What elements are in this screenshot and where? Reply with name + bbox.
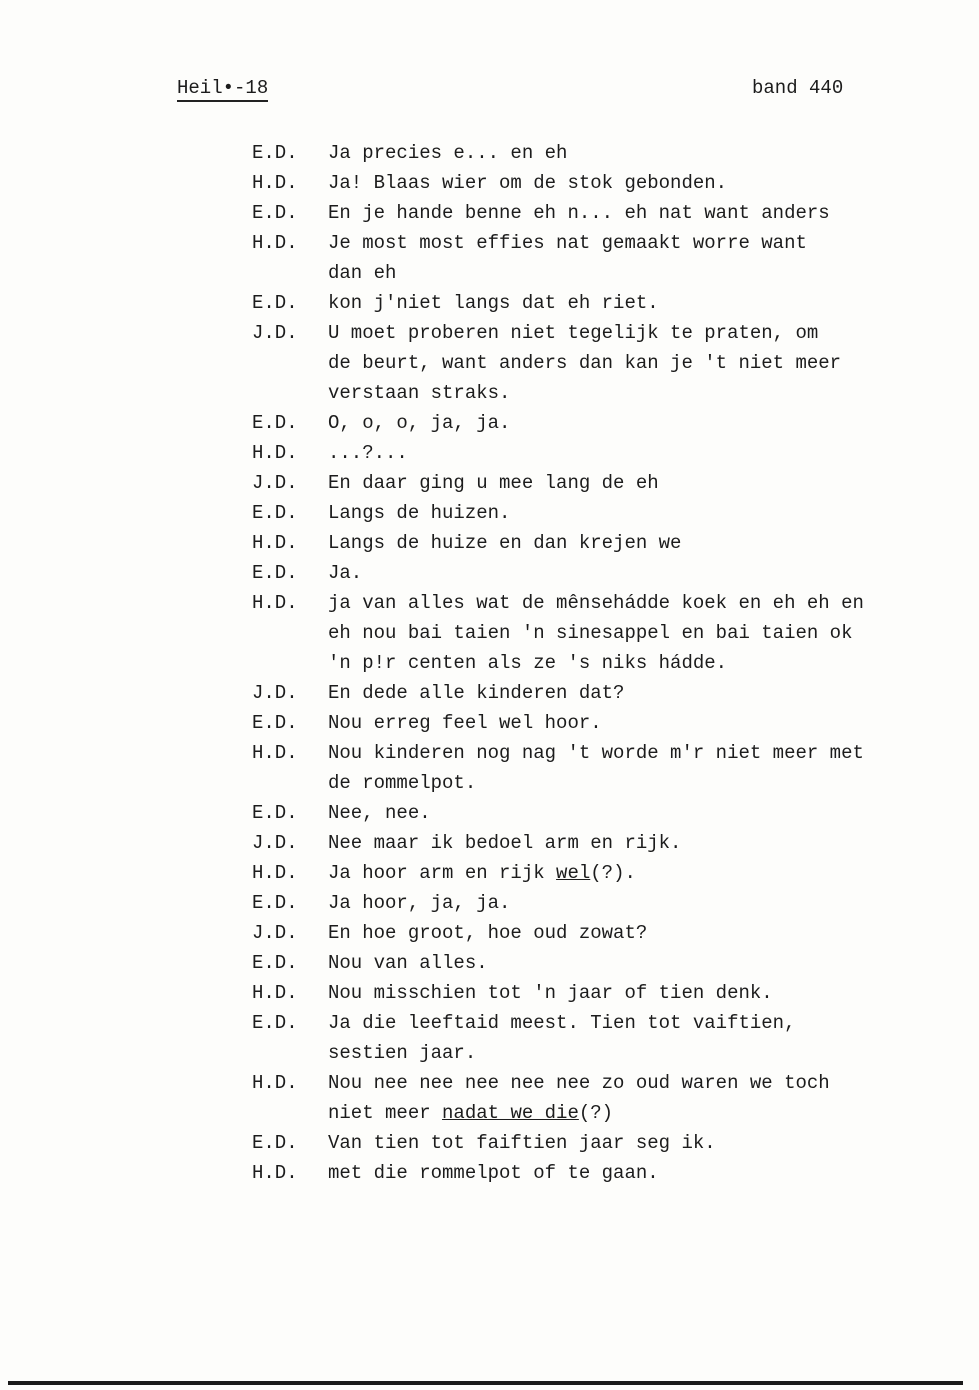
speaker-label: E.D. (252, 802, 298, 824)
utterance-line: met die rommelpot of te gaan. (328, 1162, 659, 1184)
utterance (328, 1068, 830, 1128)
page-id: Heil•-18 (177, 77, 268, 102)
speaker-label: H.D. (252, 592, 298, 614)
transcript-row (252, 828, 864, 858)
utterance (328, 468, 659, 498)
utterance (328, 198, 830, 228)
transcript-row (252, 798, 864, 828)
utterance-line: En hoe groot, hoe oud zowat? (328, 922, 648, 944)
utterance-line: de rommelpot. (328, 772, 477, 794)
transcript-row (252, 528, 864, 558)
utterance-line: 'n p!r centen als ze 's niks hádde. (328, 652, 728, 674)
utterance-line: verstaan straks. (328, 382, 511, 404)
utterance-line: Je most most effies nat gemaakt worre want (328, 232, 807, 254)
utterance (328, 408, 510, 438)
speaker-label: E.D. (252, 412, 298, 434)
utterance (328, 438, 408, 468)
speaker-label: J.D. (252, 682, 298, 704)
transcript-row (252, 168, 864, 198)
utterance-line: Nou erreg feel wel hoor. (328, 712, 602, 734)
utterance (328, 318, 841, 408)
speaker-label: H.D. (252, 232, 298, 254)
transcript-row (252, 498, 864, 528)
utterance-line: Ja die leeftaid meest. Tien tot vaiftien, (328, 1012, 796, 1034)
utterance-line: niet meer nadat we die(?) (328, 1102, 614, 1124)
utterance-line: Nou van alles. (328, 952, 488, 974)
transcript-row (252, 1008, 864, 1068)
utterance-line: Ja hoor arm en rijk wel(?). (328, 862, 636, 884)
transcript-row (252, 288, 864, 318)
transcript-row (252, 228, 864, 288)
transcript-row (252, 588, 864, 678)
utterance (328, 288, 659, 318)
utterance-line: Nou misschien tot 'n jaar of tien denk. (328, 982, 773, 1004)
utterance-line: Nou kinderen nog nag 't worde m'r niet meer met (328, 742, 864, 764)
transcript-row (252, 1068, 864, 1128)
utterance (328, 168, 727, 198)
speaker-label: J.D. (252, 832, 298, 854)
speaker-label: H.D. (252, 172, 298, 194)
utterance-line: Langs de huize en dan krejen we (328, 532, 682, 554)
speaker-label: E.D. (252, 562, 298, 584)
transcript-row (252, 558, 864, 588)
utterance-line: ...?... (328, 442, 408, 464)
utterance (328, 1158, 659, 1188)
utterance-line: ja van alles wat de mênsehádde koek en eh eh en (328, 592, 864, 614)
transcript-row (252, 858, 864, 888)
transcript-row (252, 198, 864, 228)
utterance-line: dan eh (328, 262, 397, 284)
transcript-row (252, 408, 864, 438)
utterance-line: En je hande benne eh n... eh nat want anders (328, 202, 830, 224)
speaker-label: E.D. (252, 502, 298, 524)
speaker-label: H.D. (252, 862, 298, 884)
utterance (328, 228, 807, 288)
transcript-row (252, 468, 864, 498)
speaker-label: E.D. (252, 1012, 298, 1034)
utterance-line: Ja. (328, 562, 363, 584)
transcript-row (252, 978, 864, 1008)
speaker-label: H.D. (252, 1162, 298, 1184)
speaker-label: E.D. (252, 292, 298, 314)
speaker-label: J.D. (252, 472, 298, 494)
speaker-label: J.D. (252, 322, 298, 344)
utterance (328, 1008, 795, 1068)
utterance (328, 798, 431, 828)
utterance-line: eh nou bai taien 'n sinesappel en bai taien ok (328, 622, 853, 644)
utterance (328, 678, 624, 708)
utterance-line: Ja! Blaas wier om de stok gebonden. (328, 172, 728, 194)
utterance (328, 978, 773, 1008)
speaker-label: H.D. (252, 742, 298, 764)
transcript-row (252, 1128, 864, 1158)
speaker-label: H.D. (252, 982, 298, 1004)
utterance (328, 558, 362, 588)
transcript-row (252, 318, 864, 408)
utterance (328, 738, 864, 798)
utterance-line: de beurt, want anders dan kan je 't niet meer (328, 352, 842, 374)
tape-label: band 440 (752, 77, 844, 99)
utterance-line: Ja precies e... en eh (328, 142, 568, 164)
utterance (328, 918, 647, 948)
utterance-line: Langs de huizen. (328, 502, 511, 524)
transcript (252, 138, 864, 1188)
utterance (328, 498, 510, 528)
transcript-row (252, 738, 864, 798)
transcript-row (252, 948, 864, 978)
utterance (328, 528, 681, 558)
utterance-line: O, o, o, ja, ja. (328, 412, 511, 434)
transcript-row (252, 918, 864, 948)
speaker-label: E.D. (252, 202, 298, 224)
speaker-label: H.D. (252, 1072, 298, 1094)
speaker-label: E.D. (252, 952, 298, 974)
utterance-line: Ja hoor, ja, ja. (328, 892, 511, 914)
utterance-line: Van tien tot faiftien jaar seg ik. (328, 1132, 716, 1154)
speaker-label: E.D. (252, 1132, 298, 1154)
transcript-row (252, 678, 864, 708)
utterance-line: Nee, nee. (328, 802, 431, 824)
utterance-line: U moet proberen niet tegelijk te praten, om (328, 322, 819, 344)
utterance-line: kon j'niet langs dat eh riet. (328, 292, 659, 314)
utterance-line: En daar ging u mee lang de eh (328, 472, 659, 494)
utterance (328, 888, 510, 918)
utterance (328, 1128, 716, 1158)
speaker-label: H.D. (252, 532, 298, 554)
utterance (328, 948, 488, 978)
transcript-row (252, 1158, 864, 1188)
speaker-label: E.D. (252, 892, 298, 914)
transcript-row (252, 708, 864, 738)
speaker-label: E.D. (252, 712, 298, 734)
utterance (328, 708, 602, 738)
transcript-row (252, 438, 864, 468)
utterance-line: En dede alle kinderen dat? (328, 682, 625, 704)
utterance-line: Nee maar ik bedoel arm en rijk. (328, 832, 682, 854)
transcript-row (252, 888, 864, 918)
speaker-label: H.D. (252, 442, 298, 464)
utterance (328, 138, 567, 168)
utterance-line: Nou nee nee nee nee nee zo oud waren we toch (328, 1072, 830, 1094)
bottom-rule (8, 1381, 963, 1385)
utterance-line: sestien jaar. (328, 1042, 477, 1064)
speaker-label: E.D. (252, 142, 298, 164)
utterance (328, 858, 636, 888)
transcript-row (252, 138, 864, 168)
utterance (328, 828, 681, 858)
speaker-label: J.D. (252, 922, 298, 944)
utterance (328, 588, 864, 678)
